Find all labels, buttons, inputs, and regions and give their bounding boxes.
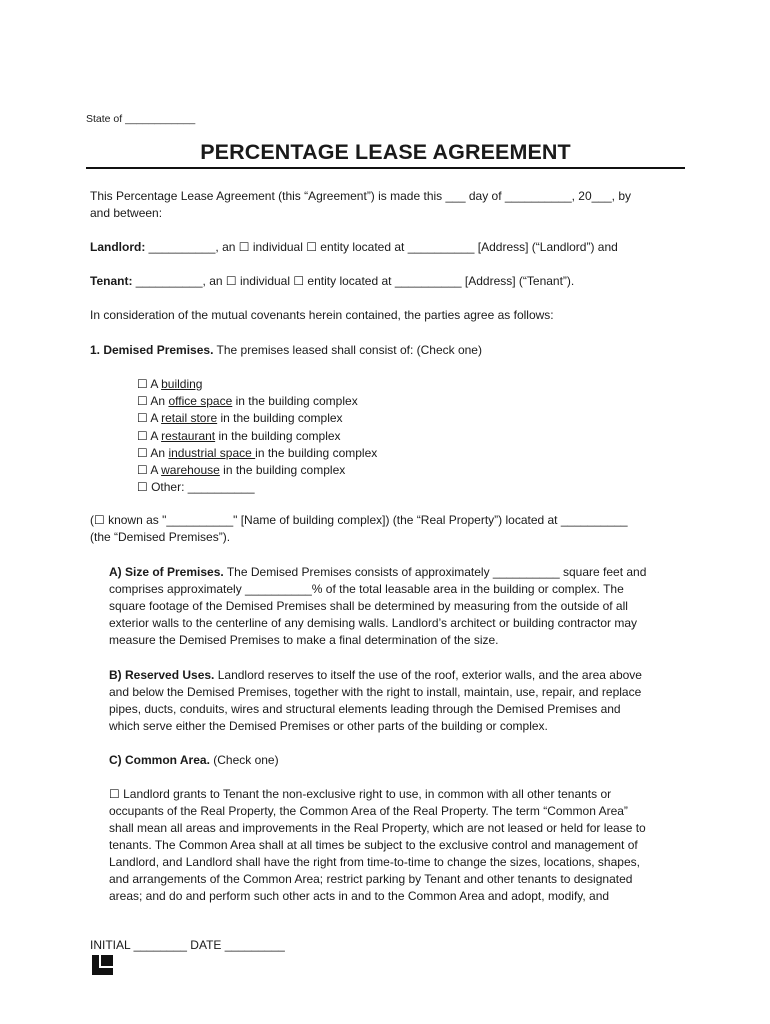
premises-option[interactable]: ☐ A restaurant in the building complex <box>137 428 341 443</box>
premises-option[interactable]: ☐ An industrial space in the building complex <box>137 445 378 460</box>
subsection-c-line-3: shall mean all areas and improvements in the Real Property, which are not leased or held for lease to <box>109 821 646 835</box>
section-1-text: The premises leased shall consist of: (Check one) <box>213 343 482 357</box>
premises-option[interactable]: ☐ Other: __________ <box>137 480 255 495</box>
initial-date-line: INITIAL ________ DATE _________ <box>90 938 285 952</box>
subsection-a-heading: A) Size of Premises. <box>109 565 224 579</box>
subsection-b-heading: B) Reserved Uses. <box>109 668 215 682</box>
known-as-line-1: (☐ known as "__________" [Name of building complex]) (the “Real Property”) located at __________ <box>90 513 628 527</box>
subsection-c-heading-line: C) Common Area. (Check one) <box>109 753 279 767</box>
landlord-label: Landlord: <box>90 240 146 254</box>
premises-option[interactable]: ☐ A warehouse in the building complex <box>137 463 346 478</box>
landlord-paragraph <box>90 239 618 256</box>
page-title: PERCENTAGE LEASE AGREEMENT <box>200 140 571 164</box>
consideration-paragraph: In consideration of the mutual covenants herein contained, the parties agree as follows: <box>90 308 554 322</box>
subsection-b-line-3: pipes, ducts, conduits, wires and structural elements leading through the Demised Premises and <box>109 702 621 716</box>
title-divider <box>86 167 685 169</box>
subsection-a-line-2: comprises approximately __________% of the total leasable area in the building or complex. The <box>109 582 624 596</box>
intro-line-2: and between: <box>90 206 163 220</box>
landlord-text: __________, an ☐ individual ☐ entity located at __________ [Address] (“Landlord”) and <box>145 240 618 254</box>
subsection-a-line-4: exterior walls to the centerline of any demising walls. Landlord’s architect or building contractor may <box>109 616 638 630</box>
subsection-a-line-1: A) Size of Premises. The Demised Premises consists of approximately __________ square feet and <box>109 565 647 579</box>
subsection-c-line-7: areas; and do and perform such other acts in and to the Common Area and adopt, modify, and <box>109 889 610 903</box>
section-1-heading-line <box>90 342 482 359</box>
subsection-c-heading: C) Common Area. <box>109 753 210 767</box>
premises-option[interactable]: ☐ A building <box>137 377 203 391</box>
state-line: State of ____________ <box>86 113 196 125</box>
subsection-a-line-3: square footage of the Demised Premises shall be determined by measuring from the outside of all <box>109 599 628 613</box>
tenant-paragraph <box>90 273 574 290</box>
premises-option[interactable]: ☐ An office space in the building complex <box>137 394 358 409</box>
subsection-c-line-6: and arrangements of the Common Area; restrict parking by Tenant and other tenants to designated <box>109 872 633 886</box>
subsection-a-line-5: measure the Demised Premises to make a final determination of the size. <box>109 633 499 647</box>
known-as-line-2: (the “Demised Premises”). <box>90 530 231 544</box>
subsection-b-line-1: B) Reserved Uses. Landlord reserves to itself the use of the roof, exterior walls, and the area above <box>109 668 642 682</box>
section-1-heading: 1. Demised Premises. <box>90 343 214 357</box>
tenant-label: Tenant: <box>90 274 133 288</box>
subsection-c-line-1[interactable]: ☐ Landlord grants to Tenant the non-exclusive right to use, in common with all other tenants or <box>109 787 612 801</box>
subsection-b-line-4: which serve either the Demised Premises or other parts of the building or complex. <box>109 719 548 733</box>
subsection-b-line-2: and below the Demised Premises, together with the right to install, maintain, use, repair, and replace <box>109 685 642 699</box>
lawdistrict-logo-icon <box>92 955 113 975</box>
subsection-c-line-5: Landlord, and Landlord shall have the right from time-to-time to change the sizes, locations, shapes, <box>109 855 640 869</box>
subsection-c-line-4: tenants. The Common Area shall at all times be subject to the exclusive control and management of <box>109 838 638 852</box>
premises-options-list <box>137 376 377 496</box>
subsection-c-line-2: occupants of the Real Property, the Common Area of the Real Property. The term “Common Area” <box>109 804 628 818</box>
tenant-text: __________, an ☐ individual ☐ entity located at __________ [Address] (“Tenant”). <box>132 274 575 288</box>
premises-option[interactable]: ☐ A retail store in the building complex <box>137 411 343 426</box>
intro-line-1: This Percentage Lease Agreement (this “Agreement”) is made this ___ day of __________, 20___, by <box>90 189 631 203</box>
